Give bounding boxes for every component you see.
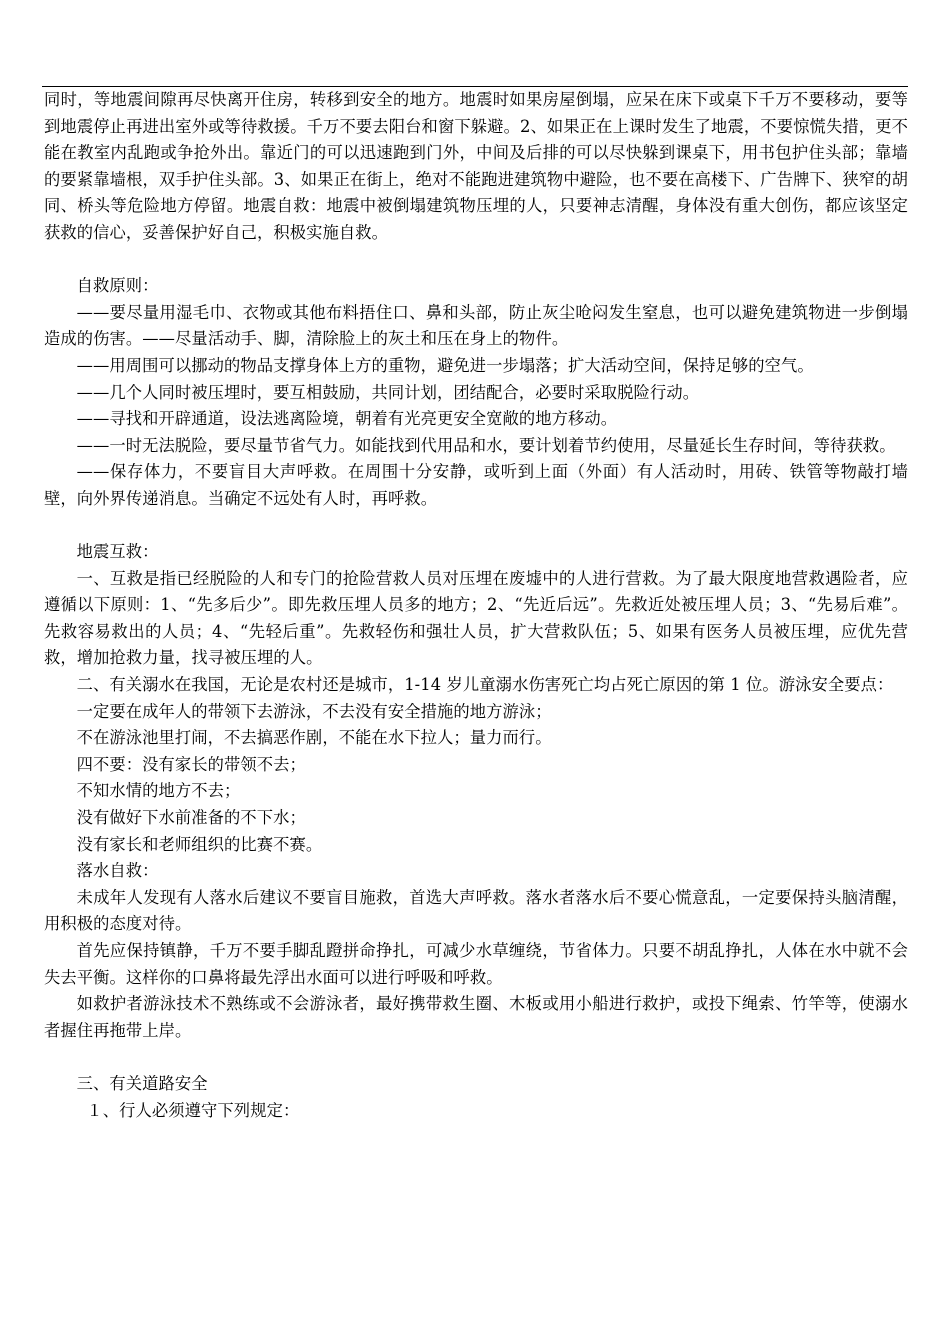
four-donts-item: 没有家长和老师组织的比赛不赛。 [76, 834, 323, 854]
swim-safety-point: 不在游泳池里打闹，不去搞恶作剧，不能在水下拉人；量力而行。 [76, 728, 552, 748]
document-body [44, 87, 908, 1124]
intro-paragraph: 同时，等地震间隙再尽快离开住房，转移到安全的地方。地震时如果房屋倒塌，应呆在床下或桌下千万不要移动，要等到地震停止再进出室外或等待救援。千万不要去阳台和窗下躲避。2、如果正在上课时发生了地震，不要惊慌失措，更不能在教室内乱跑或争抢外出。靠近门的可以迅速跑到门外，中间及后排的可以尽快躲到课桌下，用书包护住头部；靠墙的要紧靠墙根，双手护住头部。3、如果正在街上，绝对不能跑进建筑物中避险，也不要在高楼下、广告牌下、狭窄的胡同、桥头等危险地方停留。地震自救：地震中被倒塌建筑物压埋的人，只要神志清醒，身体没有重大创伤，都应该坚定获救的信心，妥善保护好自己，积极实施自救。 [44, 90, 908, 242]
self-rescue-item: ——一时无法脱险，要尽量节省气力。如能找到代用品和水，要计划着节约使用，尽量延长生存时间，等待获救。 [76, 435, 896, 455]
self-rescue-item: ——几个人同时被压埋时，要互相鼓励，共同计划，团结配合，必要时采取脱险行动。 [76, 382, 700, 402]
mutual-rescue-principles: 一、互救是指已经脱险的人和专门的抢险营救人员对压埋在废墟中的人进行营救。为了最大限度地营救遇险者，应遵循以下原则：1、“先多后少”。即先救压埋人员多的地方；2、“先近后远”。先救近处被压埋人员；3、“先易后难”。先救容易救出的人员；4、“先轻后重”。先救轻伤和强壮人员，扩大营救队伍；5、如果有医务人员被压埋，应优先营救，增加抢救力量，找寻被压埋的人。 [44, 568, 908, 668]
drowning-intro: 二、有关溺水在我国，无论是农村还是城市，1-14 岁儿童溺水伤害死亡均占死亡原因的第 1 位。游泳安全要点： [76, 675, 894, 695]
self-rescue-heading: 自救原则： [76, 276, 159, 296]
road-safety-subheading: １、行人必须遵守下列规定： [86, 1100, 300, 1120]
self-rescue-item: ——要尽量用湿毛巾、衣物或其他布料捂住口、鼻和头部，防止灰尘呛闷发生窒息，也可以避免建筑物进一步倒塌造成的伤害。——尽量活动手、脚，清除脸上的灰土和压在身上的物件。 [44, 302, 908, 349]
self-rescue-item: ——寻找和开辟通道，设法逃离险境，朝着有光亮更安全宽敞的地方移动。 [76, 409, 618, 429]
paragraph-spacer [44, 1044, 908, 1071]
water-self-rescue-paragraph: 如救护者游泳技术不熟练或不会游泳者，最好携带救生圈、木板或用小船进行救护，或投下绳索、竹竿等，使溺水者握住再拖带上岸。 [44, 994, 908, 1040]
paragraph-spacer [44, 513, 908, 540]
road-safety-heading: 三、有关道路安全 [76, 1073, 208, 1093]
self-rescue-item: ——用周围可以挪动的物品支撑身体上方的重物，避免进一步塌落；扩大活动空间，保持足够的空气。 [76, 355, 814, 375]
paragraph-spacer [44, 247, 908, 274]
water-self-rescue-paragraph: 首先应保持镇静，千万不要手脚乱蹬拼命挣扎，可减少水草缠绕，节省体力。只要不胡乱挣扎，人体在水中就不会失去平衡。这样你的口鼻将最先浮出水面可以进行呼吸和呼救。 [44, 941, 908, 987]
swim-safety-point: 一定要在成年人的带领下去游泳，不去没有安全措施的地方游泳； [76, 701, 552, 721]
water-self-rescue-paragraph: 未成年人发现有人落水后建议不要盲目施救，首选大声呼救。落水者落水后不要心慌意乱，一定要保持头脑清醒，用积极的态度对待。 [44, 887, 908, 934]
mutual-rescue-heading: 地震互救： [76, 542, 159, 562]
four-donts-item: 不知水情的地方不去； [76, 781, 241, 801]
four-donts-heading: 四不要：没有家长的带领不去； [76, 754, 306, 774]
water-self-rescue-heading: 落水自救： [76, 861, 159, 881]
self-rescue-item: ——保存体力，不要盲目大声呼救。在周围十分安静，或听到上面（外面）有人活动时，用砖、铁管等物敲打墙壁，向外界传递消息。当确定不远处有人时，再呼救。 [44, 462, 908, 508]
four-donts-item: 没有做好下水前准备的不下水； [76, 808, 306, 828]
